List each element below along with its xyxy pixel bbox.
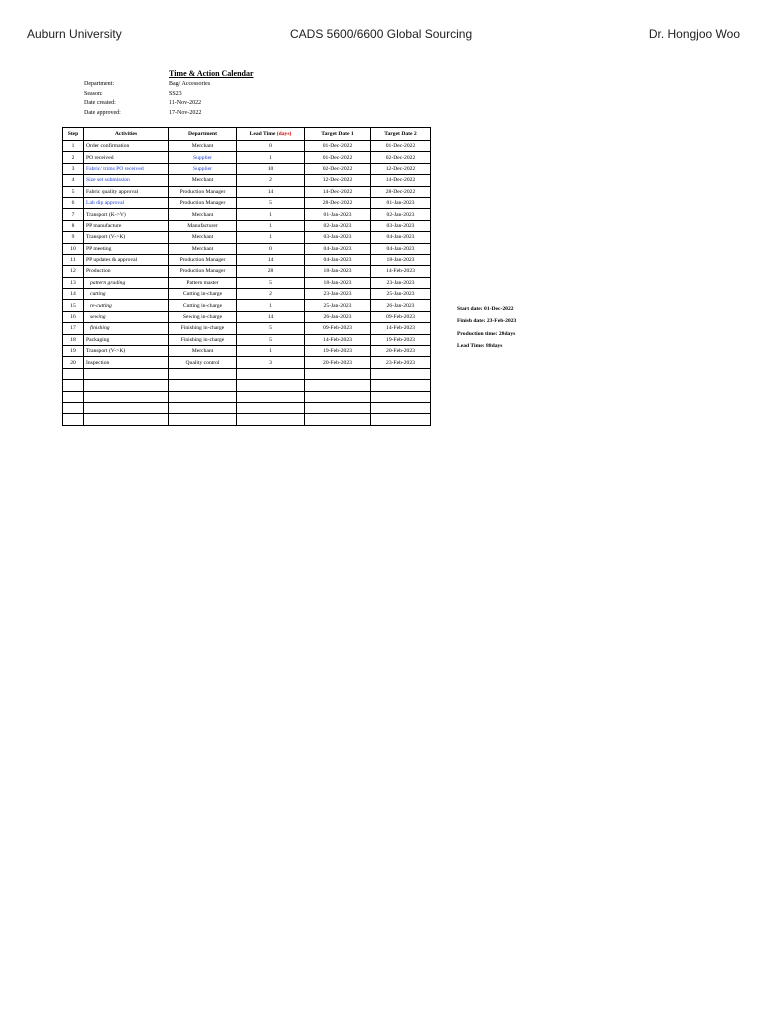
lead-time-cell: 28 <box>237 266 305 277</box>
table-row <box>63 152 431 163</box>
department-cell: Merchant <box>169 243 237 254</box>
target-date-2-cell: 01-Jan-2023 <box>371 197 431 208</box>
target-date-1-cell: 28-Dec-2022 <box>305 197 371 208</box>
header-right: Dr. Hongjoo Woo <box>648 27 740 41</box>
target-date-2-cell: 09-Feb-2023 <box>371 311 431 322</box>
step-cell: 20 <box>63 357 84 368</box>
header-step: Step <box>63 128 84 141</box>
step-cell: 12 <box>63 266 84 277</box>
empty-cell <box>237 414 305 425</box>
header-department: Department <box>169 128 237 141</box>
target-date-1-cell: 01-Dec-2022 <box>305 141 371 152</box>
meta-row-date-created <box>84 99 210 109</box>
activity-cell: Fabric quality approval <box>84 186 169 197</box>
target-date-2-cell: 18-Jan-2023 <box>371 254 431 265</box>
table-row <box>63 277 431 288</box>
empty-cell <box>237 391 305 402</box>
target-date-1-cell: 20-Feb-2023 <box>305 357 371 368</box>
table-row <box>63 300 431 311</box>
activity-cell: Size set submission <box>84 175 169 186</box>
activity-cell: Production <box>84 266 169 277</box>
activity-cell: PO received <box>84 152 169 163</box>
activity-cell: Inspection <box>84 357 169 368</box>
empty-cell <box>63 380 84 391</box>
empty-table-row <box>63 380 431 391</box>
empty-cell <box>84 402 169 413</box>
step-cell: 16 <box>63 311 84 322</box>
step-cell: 1 <box>63 141 84 152</box>
table-header-row <box>63 128 431 141</box>
department-cell: Production Manager <box>169 197 237 208</box>
table-row <box>63 220 431 231</box>
target-date-2-cell: 03-Jan-2023 <box>371 220 431 231</box>
target-date-2-cell: 12-Dec-2022 <box>371 163 431 174</box>
activity-cell: Lab dip approval <box>84 197 169 208</box>
lead-time-cell: 3 <box>237 357 305 368</box>
department-cell: Finishing in-charge <box>169 334 237 345</box>
schedule-summary <box>457 303 516 352</box>
target-date-1-cell: 18-Jan-2023 <box>305 277 371 288</box>
activity-cell: Packaging <box>84 334 169 345</box>
target-date-1-cell: 14-Dec-2022 <box>305 186 371 197</box>
meta-value: 17-Nov-2022 <box>169 109 202 116</box>
step-cell: 8 <box>63 220 84 231</box>
table-body <box>63 141 431 426</box>
department-cell: Merchant <box>169 141 237 152</box>
empty-cell <box>84 414 169 425</box>
summary-start-date: Start date: 01-Dec-2022 <box>457 306 514 312</box>
lead-time-cell: 14 <box>237 186 305 197</box>
calendar-meta <box>84 80 210 118</box>
department-cell: Merchant <box>169 232 237 243</box>
target-date-2-cell: 04-Jan-2023 <box>371 232 431 243</box>
department-cell: Production Manager <box>169 186 237 197</box>
time-action-table <box>62 127 431 426</box>
table-row <box>63 186 431 197</box>
empty-cell <box>84 391 169 402</box>
target-date-2-cell: 25-Jan-2023 <box>371 289 431 300</box>
meta-key: Date created: <box>84 100 116 106</box>
table-row <box>63 243 431 254</box>
target-date-1-cell: 14-Feb-2023 <box>305 334 371 345</box>
lead-time-cell: 14 <box>237 254 305 265</box>
step-cell: 9 <box>63 232 84 243</box>
empty-cell <box>169 380 237 391</box>
target-date-2-cell: 02-Jan-2023 <box>371 209 431 220</box>
step-cell: 17 <box>63 323 84 334</box>
lead-time-cell: 1 <box>237 220 305 231</box>
target-date-1-cell: 01-Dec-2022 <box>305 152 371 163</box>
lead-time-cell: 0 <box>237 243 305 254</box>
step-cell: 10 <box>63 243 84 254</box>
target-date-2-cell: 04-Jan-2023 <box>371 243 431 254</box>
empty-table-row <box>63 414 431 425</box>
activity-cell: Fabric/ trims PO received <box>84 163 169 174</box>
activity-cell: PP meeting <box>84 243 169 254</box>
department-cell: Cutting in-charge <box>169 300 237 311</box>
target-date-1-cell: 25-Jan-2023 <box>305 300 371 311</box>
department-cell: Merchant <box>169 209 237 220</box>
empty-cell <box>371 391 431 402</box>
table-row <box>63 289 431 300</box>
target-date-2-cell: 23-Jan-2023 <box>371 277 431 288</box>
table-row <box>63 334 431 345</box>
department-cell: Quality control <box>169 357 237 368</box>
step-cell: 19 <box>63 346 84 357</box>
empty-cell <box>169 391 237 402</box>
empty-table-row <box>63 391 431 402</box>
lead-time-cell: 2 <box>237 175 305 186</box>
activity-cell: sewing <box>84 311 169 322</box>
empty-cell <box>63 391 84 402</box>
empty-cell <box>63 414 84 425</box>
lead-time-cell: 5 <box>237 197 305 208</box>
table-row <box>63 357 431 368</box>
target-date-1-cell: 02-Jan-2023 <box>305 220 371 231</box>
department-cell: Production Manager <box>169 266 237 277</box>
department-cell: Supplier <box>169 163 237 174</box>
header-lead-time <box>237 128 305 141</box>
department-cell: Supplier <box>169 152 237 163</box>
target-date-1-cell: 18-Jan-2023 <box>305 266 371 277</box>
department-cell: Merchant <box>169 346 237 357</box>
empty-cell <box>63 402 84 413</box>
target-date-2-cell: 14-Feb-2023 <box>371 323 431 334</box>
step-cell: 2 <box>63 152 84 163</box>
empty-cell <box>169 414 237 425</box>
target-date-2-cell: 14-Feb-2023 <box>371 266 431 277</box>
department-cell: Cutting in-charge <box>169 289 237 300</box>
meta-key: Date approved: <box>84 109 121 116</box>
lead-time-cell: 5 <box>237 277 305 288</box>
target-date-1-cell: 12-Dec-2022 <box>305 175 371 186</box>
empty-cell <box>305 368 371 379</box>
lead-time-cell: 1 <box>237 346 305 357</box>
step-cell: 7 <box>63 209 84 220</box>
activity-cell: cutting <box>84 289 169 300</box>
department-cell: Manufacturer <box>169 220 237 231</box>
empty-cell <box>237 380 305 391</box>
activity-cell: Transport (V->K) <box>84 346 169 357</box>
department-cell: Sewing in-charge <box>169 311 237 322</box>
empty-cell <box>305 402 371 413</box>
activity-cell: Order confirmation <box>84 141 169 152</box>
activity-cell: PP manufacture <box>84 220 169 231</box>
meta-row-date-approved <box>84 109 210 119</box>
target-date-2-cell: 02-Dec-2022 <box>371 152 431 163</box>
activity-cell: PP updates & approval <box>84 254 169 265</box>
target-date-2-cell: 01-Dec-2022 <box>371 141 431 152</box>
empty-cell <box>305 414 371 425</box>
empty-cell <box>84 368 169 379</box>
empty-cell <box>305 380 371 391</box>
empty-table-row <box>63 368 431 379</box>
meta-value: 11-Nov-2022 <box>169 100 202 106</box>
step-cell: 14 <box>63 289 84 300</box>
table-row <box>63 346 431 357</box>
lead-time-cell: 0 <box>237 141 305 152</box>
meta-key: Season: <box>84 90 103 97</box>
lead-time-cell: 1 <box>237 209 305 220</box>
lead-time-cell: 1 <box>237 152 305 163</box>
activity-cell: re-cutting <box>84 300 169 311</box>
target-date-1-cell: 19-Feb-2023 <box>305 346 371 357</box>
target-date-2-cell: 23-Feb-2023 <box>371 357 431 368</box>
empty-cell <box>371 402 431 413</box>
lead-time-cell: 5 <box>237 334 305 345</box>
target-date-2-cell: 19-Feb-2023 <box>371 334 431 345</box>
lead-time-unit: (days) <box>276 131 292 137</box>
target-date-1-cell: 04-Jan-2023 <box>305 254 371 265</box>
summary-production-time: Production time: 28days <box>457 330 516 337</box>
activity-cell: Transport (K->V) <box>84 209 169 220</box>
table-row <box>63 163 431 174</box>
meta-row-season <box>84 90 210 100</box>
meta-value: SS23 <box>169 90 182 97</box>
lead-time-cell: 5 <box>237 323 305 334</box>
department-cell: Merchant <box>169 175 237 186</box>
department-cell: Pattern master <box>169 277 237 288</box>
activity-cell: finishing <box>84 323 169 334</box>
lead-time-cell: 2 <box>237 289 305 300</box>
table-row <box>63 266 431 277</box>
table-row <box>63 232 431 243</box>
empty-table-row <box>63 402 431 413</box>
empty-cell <box>63 368 84 379</box>
summary-lead-time: Lead Time: 88days <box>457 342 503 349</box>
lead-time-cell: 1 <box>237 232 305 243</box>
table-row <box>63 254 431 265</box>
lead-time-cell: 14 <box>237 311 305 322</box>
department-cell: Finishing in-charge <box>169 323 237 334</box>
empty-cell <box>371 380 431 391</box>
step-cell: 13 <box>63 277 84 288</box>
empty-cell <box>305 391 371 402</box>
table-row <box>63 141 431 152</box>
target-date-1-cell: 04-Jan-2023 <box>305 243 371 254</box>
step-cell: 6 <box>63 197 84 208</box>
lead-time-label: Lead Time <box>249 131 276 137</box>
target-date-1-cell: 03-Jan-2023 <box>305 232 371 243</box>
step-cell: 15 <box>63 300 84 311</box>
target-date-2-cell: 20-Feb-2023 <box>371 346 431 357</box>
header-left: Auburn University <box>27 27 122 41</box>
table-row <box>63 323 431 334</box>
target-date-2-cell: 26-Jan-2023 <box>371 300 431 311</box>
activity-cell: pattern grading <box>84 277 169 288</box>
header-target-date-2: Target Date 2 <box>371 128 431 141</box>
target-date-2-cell: 28-Dec-2022 <box>371 186 431 197</box>
target-date-1-cell: 09-Feb-2023 <box>305 323 371 334</box>
empty-cell <box>169 402 237 413</box>
table-row <box>63 209 431 220</box>
header-activities: Activities <box>84 128 169 141</box>
target-date-1-cell: 26-Jan-2023 <box>305 311 371 322</box>
empty-cell <box>84 380 169 391</box>
header-center: CADS 5600/6600 Global Sourcing <box>290 27 473 41</box>
activity-cell: Transport (V->K) <box>84 232 169 243</box>
meta-row-department <box>84 80 210 90</box>
table-row <box>63 311 431 322</box>
lead-time-cell: 10 <box>237 163 305 174</box>
step-cell: 3 <box>63 163 84 174</box>
empty-cell <box>371 414 431 425</box>
table-row <box>63 197 431 208</box>
step-cell: 5 <box>63 186 84 197</box>
target-date-1-cell: 02-Dec-2022 <box>305 163 371 174</box>
empty-cell <box>237 402 305 413</box>
target-date-2-cell: 14-Dec-2022 <box>371 175 431 186</box>
lead-time-cell: 1 <box>237 300 305 311</box>
step-cell: 4 <box>63 175 84 186</box>
calendar-title: Time & Action Calendar <box>169 69 254 78</box>
target-date-1-cell: 01-Jan-2023 <box>305 209 371 220</box>
target-date-1-cell: 23-Jan-2023 <box>305 289 371 300</box>
step-cell: 18 <box>63 334 84 345</box>
table-row <box>63 175 431 186</box>
department-cell: Production Manager <box>169 254 237 265</box>
meta-value: Bag/ Accessories <box>169 81 211 87</box>
meta-key: Department: <box>84 81 114 87</box>
empty-cell <box>371 368 431 379</box>
step-cell: 11 <box>63 254 84 265</box>
header-target-date-1: Target Date 1 <box>305 128 371 141</box>
empty-cell <box>169 368 237 379</box>
summary-finish-date: Finish date: 23-Feb-2023 <box>457 318 517 325</box>
empty-cell <box>237 368 305 379</box>
